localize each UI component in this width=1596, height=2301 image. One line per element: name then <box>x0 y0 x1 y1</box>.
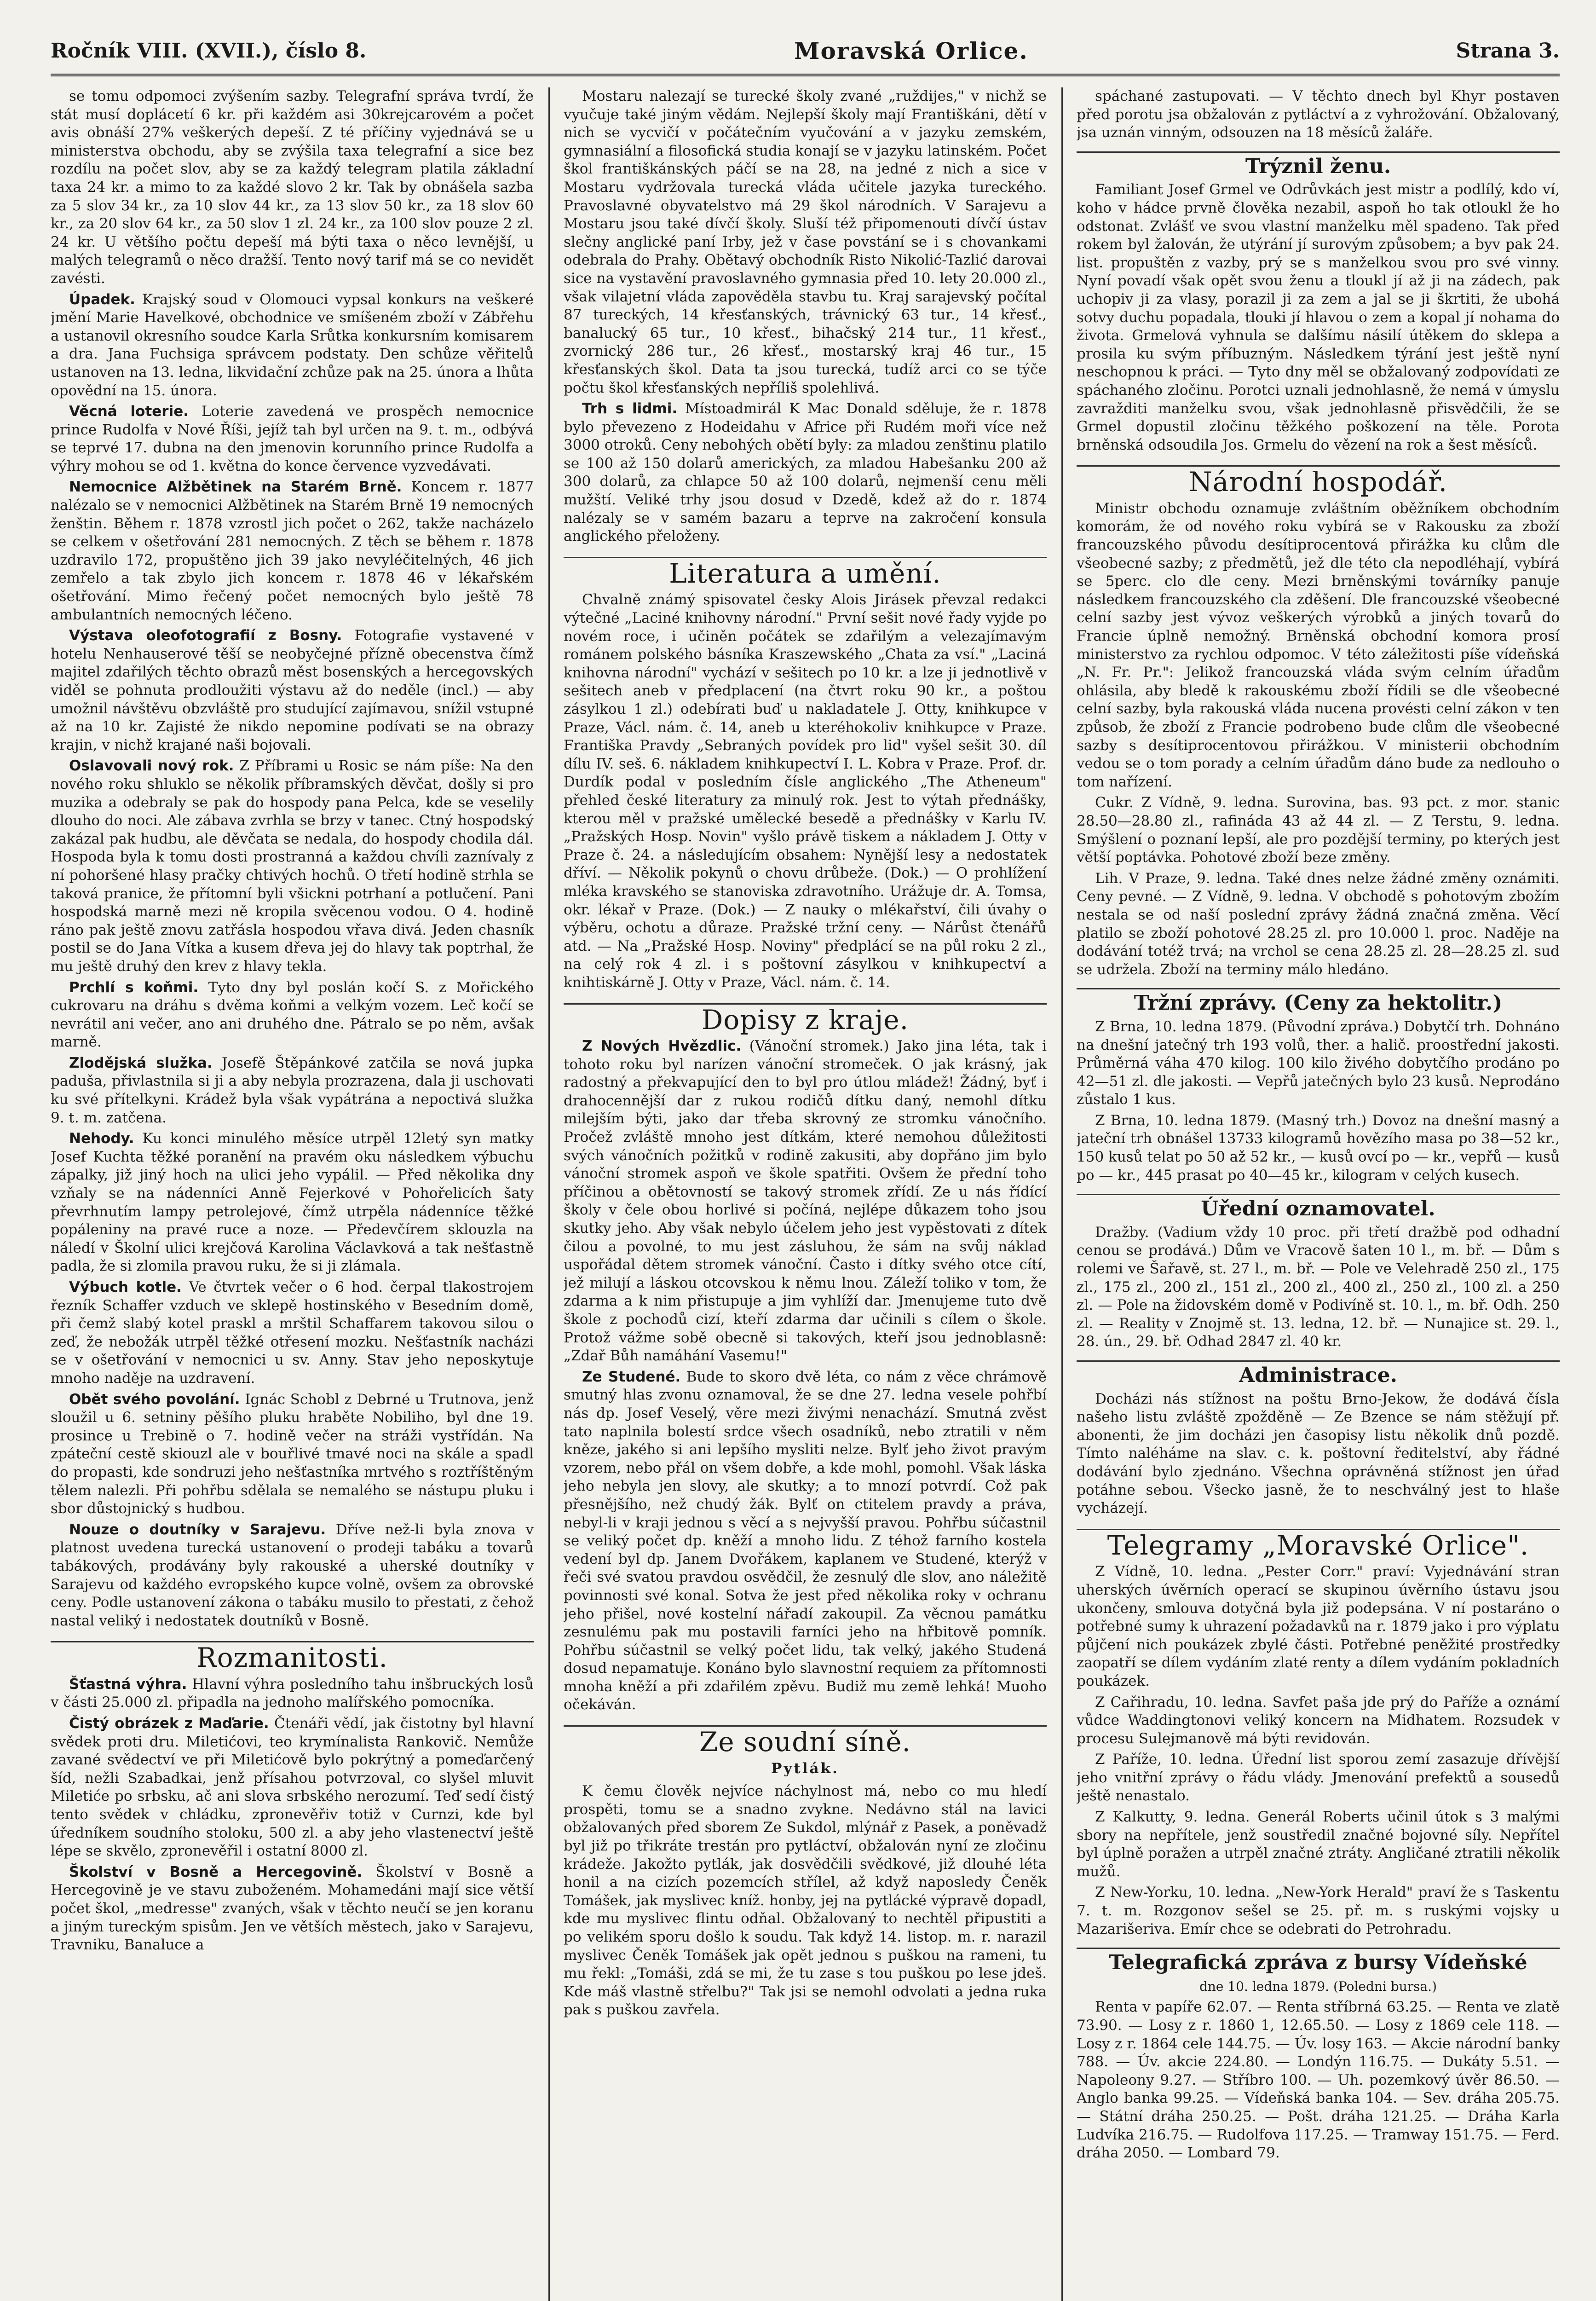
article-vyhra <box>51 1676 534 1712</box>
section-heading: Telegramy „Moravské Orlice". <box>1077 1529 1560 1555</box>
article-text: Z Brna, 10. ledna 1879. (Masný trh.) Dovoz na dnešní masný a jateční trh obnášel 13733 kilogramů hovězího masa po 38—52 kr., 150 kusů telat po 50 až 52 kr., — kusů ovcí po — kr., vepřů — kusů po — kr., 445 prasat po 40—45 kr., kilogram v celých kusech. <box>1077 1112 1560 1184</box>
article-text: Dražby. (Vadium vždy 10 proc. při třetí dražbě pod odhadní cenou se prodává.) Dům ve Vracově šaten 10 l., m. bř. — Dům s rolemi ve Šařavě, st. 27 l., m. bř. — Pole ve Velehradě 250 zl., 175 zl., 175 zl., 200 zl., 151 zl., 200 zl., 400 zl., 250 zl., 100 zl. a 250 zl. — Pole na židovském domě v Podivíně st. 10. l., m. bř. Odh. 250 zl. — Reality v Znojmě st. 13. ledna, 12. bř. — Nunajice st. 29. l., 28. ún., 29. bř. Odhad 2847 zl. 40 kr. <box>1077 1224 1560 1350</box>
article-text: Loterie zavedená ve prospěch nemocnice prince Rudolfa v Nové Říši, jejíž tah byl určen na 9. t. m., odbývá se teprvé 17. dubna na den jmenovin korunního prince Rudolfa a výhry mohou se od 1. května do konce července vyzvedávati. <box>51 403 534 474</box>
column-1 <box>51 87 534 2301</box>
section-heading: Trýznil ženu. <box>1077 151 1560 176</box>
article-text: Z Cařihradu, 10. ledna. Savfet paša jde prý do Paříže a oznámí vůdce Waddingtonovi veliký koncern na Midhatem. Rozsudek v procesu Sulejmanově má býti revidován. <box>1077 1694 1560 1747</box>
article-text: Josefě Štěpánkové zatčila se nová jupka paduša, přivlastnila si ji a aby nebyla prozrazena, dala ji uschovati ku své přítelkyni. Krádež byla však vypátrána a nepoctivá služka 9. t. m. zatčena. <box>51 1054 534 1126</box>
article-heading: Nemocnice Alžbětinek na Starém Brně. <box>69 479 402 496</box>
column-divider <box>548 87 550 2301</box>
article-trh <box>564 400 1047 546</box>
section-heading: Rozmanitosti. <box>51 1641 534 1667</box>
article-studene <box>564 1368 1047 1714</box>
section-heading: Národní hospodář. <box>1077 465 1560 491</box>
article-text: Koncem r. 1877 nalézalo se v nemocnici Alžbětinek na Starém Brně 19 nemocných ženštin. Během r. 1878 vzrostl jich počet o 262, takže nacházelo se celkem v ošetřování 281 nemocných. Z těch se během r. 1878 uzdravilo 172, propuštěno jich 39 jako nevyléčitelných, 46 jich zemřelo a tak zbylo jich koncem r. 1878 46 v lékařském ošetřování. Mimo řečený počet nemocných bylo ještě 78 ambulantních nemocných léčeno. <box>51 479 534 623</box>
newspaper-title: Moravská Orlice. <box>794 37 1028 64</box>
article-heading: Ze Studené. <box>582 1368 681 1385</box>
article-text: Z New-Yorku, 10. ledna. „New-York Herald" praví že s Taskentu 7. t. m. Rozgonov sešel se 25. př. m. s ruskými vojsky u Mazarišeriva. Emír chce se odebrati do Petrohradu. <box>1077 1884 1560 1937</box>
article-heading: Prchlí s koňmi. <box>69 979 199 996</box>
article-heading: Obět svého povolání. <box>69 1391 240 1408</box>
article-text: Ignác Schobl z Debrné u Trutnova, jenž sloužil u 6. setniny pěšího pluku hraběte Nobiliho, byl dne 19. prosince u Trebině o 7. hodině večer na stráži vystřídán. Na zpáteční cestě skiouzl ale v bouřlivé tmavé noci na skále a spadl do propasti, kde sondruzi jeho nešťastníka mrtvého s roztříštěným tělem nalezli. Při pohřbu sdělala se nemalého se nástupu pluku i sbor důstojnický s hudbou. <box>51 1391 534 1517</box>
section-heading: Administrace. <box>1077 1360 1560 1385</box>
masthead <box>51 28 1560 76</box>
article-heading: Věcná loterie. <box>69 403 189 420</box>
article-heading: Úpadek. <box>69 291 135 308</box>
dateline: dne 10. ledna 1879. (Poledni bursa.) <box>1199 1978 1437 1994</box>
article-text: Z Příbrami u Rosic se nám píše: Na den nového roku shluklo se několik příbramských děvčat, došly si pro muzika a odebraly se pak do hospody pana Pelca, kde se veselily dlouho do noci. Ale zábava zvrhla se brzy v tanec. Ctný hospodský zakázal pak hudbu, ale děvčata se nedala, do hospody chodila dál. Hospoda byla k tomu dosti prostranná a každou chvíli zaznívaly z ní pohoršené hlasy pračky chtivých hochů. O třetí hodině strhla se taková pranice, že přítomní byli všickni potrhaní a potlučení. Pani hospodská marně mezi ně kropila svěcenou vodou. O 4. hodině ráno pak ještě znovu zatřásla hospodou vřava divá. Jeden chasník postil se do Jana Vítka a kusem dřeva jej do hlavy tak poptrhal, že mu ještě druhý den krev z hlavy tekla. <box>51 757 534 975</box>
column-2 <box>564 87 1047 2301</box>
article-obrazek <box>51 1715 534 1861</box>
article-loterie <box>51 403 534 475</box>
article-text: Familiant Josef Grmel ve Odrůvkách jest mistr a podlílý, kdo ví, koho v hádce prvně člověka nezabil, aspoň ho tak otloukl že ho odstonat. Zvlášť ve svou vlastní manželku měl spadeno. Tak před rokem byl žalován, že utýrání jí surovým způsobem; a byv pak 24. list. propuštěn z vazby, prý se s manželkou svou pro své vinny. Nyní povadí však opět svou ženu a tloukl jí až ji na zádech, pak uchopiv ji za vlasy, porazil ji za zem a jal se ji škrtiti, že ubohá sotvy duchu popadala, tlouki jí hlavou o zem a kopal jí nohama do života. Grmelová vyhnula se dalšímu násilí útěkem do sklepa a prosila ku svým příbuzným. Následkem týrání jest ještě nyní neschopnou k práci. — Tyto dny měl se obžalovaný zodpovídati ze spáchaného zločinu. Porotci uznali jednohlasně, že nemá v úmyslu zavražditi manželku svou, však jednohlasně přisvědčili, že se Grmel dopustil zločinu těžkého poškození na těle. Porota brněnská odsoudila Jos. Grmelu do vězení na rok a šest měsíců. <box>1077 181 1560 453</box>
article-nehody <box>51 1130 534 1276</box>
article-heading: Výbuch kotle. <box>69 1279 182 1295</box>
article-text: Místoadmirál K Mac Donald sděluje, že r. 1878 bylo převezeno z Hodeidahu v Africe při Rudém moři více než 3000 otroků. Ceny nebohých obětí byly: za mladou zenštinu platilo se 100 až 150 dolarů amerických, za mladou Habešanku 200 až 300 dolarů, za chlapce 50 až 100 dolarů, nejmenší cenu měli mužští. Veliké trhy jsou dosud v Dzedě, kdež až do r. 1874 nalézaly se v samém bazaru a teprve na zakročení konsula anglického přeloženy. <box>564 400 1047 545</box>
article-heading: Šťastná výhra. <box>69 1676 187 1693</box>
article-text: Ku konci minulého měsíce utrpěl 12letý syn matky Josef Kuchta těžké poranění na pravém oku následkem výbuchu zápalky, již jiný hoch na ulici jeho vypálil. — Před několika dny vzňaly se na nádenníci Anně Fejerkové v Pohořelicích šaty převrhnutím lampy petrolejové, čímž utrpěla nádenníce těžké popáleniny na pravé ruce a noze. — Předevčírem sklouzla na náledí v Školní ulici krejčová Karolina Václavková a tak nešťastně padla, že si zlomila pravou ruku, že si ji zlámala. <box>51 1130 534 1275</box>
article-text: Lih. V Praze, 9. ledna. Také dnes nelze žádné změny oznámiti. Ceny pevné. — Z Vídně, 9. ledna. V obchodě s pohotovým zbožím nestala se od naší poslední zprávy žádná značná změna. Věcí platilo se zboží pohotové 28.25 zl. pro 10.000 l. proc. Naděje na dodávání totéž trvá; na vrchol se cena 28.25 zl. 28—28.25 zl. sud se udržela. Zboží na terminy málo hledáno. <box>1077 870 1560 978</box>
article-heading: Oslavovali nový rok. <box>69 757 234 775</box>
article-text: Cukr. Z Vídně, 9. ledna. Surovina, bas. 93 pct. z mor. stanic 28.50—28.80 zl., rafináda 43 až 44 zl. — Z Terstu, 9. ledna. Smýšlení o poznaní lepší, ale pro pozdější terminy, po kterých jest větší poptávka. Pohotové zboží beze změny. <box>1077 794 1560 866</box>
volume-label: Ročník VIII. (XVII.), číslo 8. <box>51 39 367 63</box>
article-obet <box>51 1391 534 1518</box>
article-text: Dříve než-li byla znova v platnost uvedena turecká ustanovení o prodeji tabáku a tovarů tabákových, prodávány byly rakouské a uherské doutníky v Sarajevu od každého evropského kupce volně, ovšem za obrovské ceny. Podle ustanovení zákona o tabáku musilo to přestati, z čehož nastal veliký i nedostatek doutníků v Bosně. <box>51 1521 534 1629</box>
article-heading: Pytlák. <box>771 1760 839 1777</box>
article-text: (Vánoční stromek.) Jako jina léta, tak i tohoto roku byl narízen vánoční stromeček. O jak krásný, jak radostný a překvapující den to byl pro útlou mládež! Žádný, byť i drahocennější dar z rukou rodičů dítku daný, nemohl dítku milejším býti, jako dar třeba skrovný ze stromku vánočního. Pročež zvláště mnoho jest dítkám, které nemohou důležitosti svých vánočních požitků v rodině zakusiti, aby dopřáno jim bylo vánoční stromek aspoň ve škole spatřiti. Ovšem že přední toho příčinou a obětovností se takový stromek zřídí. Ze u nás řídící školy v čele obou horlivé si počíná, nejlépe důkazem toho jsou skutky jeho. Aby však nebylo účelem jeho jest vypěstovati z dítek čilou a povolné, to mu jest zásluhou, že sám na svůj náklad uspořádal dětem stromek vánoční. Často i dítky svého otce cítí, jež milují a láskou otcovskou k němu lnou. Záleží toliko v tom, že zdarma a k nim přistupuje a jim vyhlíží dar. Jmenujeme tuto dvě škole z pochodů cizí, kteří zdarma dar učinili s cílem o škole. Protož vážme sobě obecně si takových, kteří jsou jednoblasně: „Zdař Bůh namáhání Vasemu!" <box>564 1038 1047 1364</box>
article-hvezdlic <box>564 1037 1047 1365</box>
article-upadek <box>51 291 534 400</box>
article-text: Renta v papíře 62.07. — Renta stříbrná 63.25. — Renta ve zlatě 73.90. — Losy z r. 1860 1, 12.65.50. — Losy z 1869 cele 118. — Losy z r. 1864 cele 144.75. — Úv. losy 163. — Akcie národní banky 788. — Úv. akcie 224.80. — Londýn 116.75. — Dukáty 5.51. — Napoleony 9.27. — Stříbro 100. — Uh. pozemkový úvěr 86.50. — Anglo banka 99.25. — Vídeňská banka 104. — Sev. dráha 205.75. — Státní dráha 250.25. — Pošt. dráha 121.25. — Dráha Karla Ludvíka 216.75. — Rudolfova 117.25. — Tramway 151.75. — Ferd. dráha 2050. — Lombard 79. <box>1077 1999 1560 2162</box>
article-text: Ve čtvrtek večer o 6 hod. čerpal tlakostrojem řezník Schaffer vzduch ve sklepě hostinského v Besedním domě, při čemž slabý kotel praskl a mrštil Schaffarem takovou silou o zeď, že nebožák utrpěl těžké otřesení mozku. Nešťastník nacházi se v ošetřování v nemocnici u sv. Anny. Stav jeho neposkytuje mnoho naděje na uzdravení. <box>51 1279 534 1387</box>
article-heading: Z Nových Hvězdlic. <box>582 1038 742 1055</box>
article-text: Z Brna, 10. ledna 1879. (Původní zpráva.) Dobytčí trh. Dohnáno na dnešní jatečný trh 193 volů, ther. a halič. proostřední jakosti. Průměrná váha 470 kilog. 100 kilo živého dobytčího prodáno po 42—51 zl. dle jakosti. — Vepřů jatečných bylo 23 kusů. Neprodáno zůstalo 1 kus. <box>1077 1018 1560 1108</box>
article-text: Chvalně známý spisovatel česky Alois Jirásek převzal redakci výtečné „Laciné knihovny národní." První sešit nové řady vyjde po novém roce, i učiněn počátek se zdařilým a velezajímavým románem polského básníka Kraszewského „Chata za vsí." „Laciná knihovna národní" vychází v sešitech po 10 kr. a lze ji jednotlivě v sešitech aneb v předplacení (na čtvrt roku 90 kr., a poštou zásylkou 1 zl.) odebírati buď u nakladatele J. Otty, knihkupce v Praze, Václ. nám. č. 14, aneb u kteréhokoliv knihkupce v Praze. Františka Pravdy „Sebraných povídek pro lid" vyšel sešit 30. díl dílu IV. seš. 6. nákladem knihkupectví I. L. Kobra v Praze. Prof. dr. Durdík podal v posledním čísle anglického „The Atheneum" přehled české literatury za minulý rok. Jest to výtah přednášky, kterou měl v pražské umělecké besedě a přednášky v Karlu IV. „Pražských Hosp. Novin" vyšlo právě tiskem a nákladem J. Otty v Praze č. 24. a následujícím obsahem: Nynější lesy a nedostatek dříví. — Několik pokynů o chovu drůbeže. (Dok.) — O prohlížení mléka kravského se stanoviska zdravotního. Urážuje dr. A. Tomsa, okr. lékař v Praze. (Dok.) — Z nauky o mlékařství, čili úvahy o výběru, ochotu a důraze. Pražské tržní ceny. — Nárůst čtenářů atd. — Na „Pražské Hosp. Noviny" předplácí se na půl roku 2 zl., na celý rok 4 zl. i s poštovní zásylkou v knihkupectví a knihtiskárně J. Otty v Praze, Václ. nám. č. 14. <box>564 591 1047 991</box>
article-text: Z Paříže, 10. ledna. Úřední list sporou zemí zasazuje dřívější jeho vnitřní zprávy o řádu vlády. Jmenování prefektů a sousedů ještě nenastalo. <box>1077 1751 1560 1804</box>
column-3 <box>1077 87 1560 2301</box>
article-heading: Čistý obrázek z Maďarie. <box>69 1715 269 1732</box>
article-text: Školství v Bosně a Hercegovině je ve stavu zuboženém. Mohamedáni mají sice větší počet škol, „medresse" zvaných, však v těchto neučí se jen koranu a jiným tureckým spisům. Jen ve větších městech, jako v Sarajevu, Travniku, Banaluce a <box>51 1863 534 1954</box>
article-text: K čemu člověk nejvíce náchylnost má, nebo co mu hledí prospěti, tomu se a snadno zvykne. Nedávno stál na lavici obžalovaných před sborem Ze Sukdol, mlýnář z Pasek, a poněvadž byl již po třikráte trestán pro pytláctví, obžalován nyní ze zločinu krádeže. Jakožto pytlák, jak dosvědčili svědkové, již dlouhé léta honil a na cizích pozemcích střílel, až když naposledy Čeněk Tomášek, jak myslivec kníž. honby, jej na pytlácké výpravě dopadl, kde mu myslivec flintu odňal. Obžalovaný to nechtěl připustiti a po velikém sporu došlo k soudu. Tak když 14. listop. m. r. narazil myslivec Čeněk Tomášek jak opět jednou s puškou na rameni, tu mu řekl: „Tomáši, zdá se mi, že tu zase s tou puškou po lese jdeš. Kde máš vlastně střelbu?" Tak jsi se nemohl odvolati a jedna ruka pak s puškou zavřela. <box>564 1783 1047 2018</box>
article-text: Z Vídně, 10. ledna. „Pester Corr." praví: Vyjednávání stran uherských úvěrních operací se skupinou úvěrního ústavu jsou ukončeny, smlouva dotyčná byla již podepsána. V ní postaráno o potřebné sumy k uhrazení požadavků na r. 1879 jako i pro výplatu půjčení nich poukázek zbylé části. Potřebné peněžité prostředky zaopatří se dílem vydáním zlaté renty a dílem vydáním pokladních poukázek. <box>1077 1563 1560 1689</box>
section-heading: Ze soudní síně. <box>564 1725 1047 1752</box>
article-text: Z Kalkutty, 9. ledna. Generál Roberts učinil útok s 3 malými sbory na nepřítele, jenž soustředil značné bojovné síly. Nepřítel byl úplně poražen a utrpěl značné ztráty. Angličané ztratili několik mužů. <box>1077 1809 1560 1880</box>
article-kone <box>51 979 534 1052</box>
page-number: Strana 3. <box>1456 39 1560 63</box>
article-text: spáchané zastupovati. — V těchto dnech byl Khyr postaven před porotu jsa obžalován z pytláctví a z vyhrožování. Obžalovaný, jsa uznán vinným, odsouzen na 18 měsíců žaláře. <box>1077 88 1560 141</box>
article-text: Ministr obchodu oznamuje zvláštním oběžníkem obchodním komorám, že od nového roku vybírá se v Rakousku za zboží francouzského původu desítiprocentová přirážka ku clům dle všeobecné sazby; z předmětů, jež dle této cla nepodléhají, vybírá se 5perc. clo dle ceny. Mezi brněnskými továrníky panuje následkem francouzského cla zděšení. Dle francouzské všeobecné celní sazby jest vývoz veškerých výrobků a jiných tovarů do Francie úplně nemožný. Brněnská obchodní komora prosí ministerstvo za rychlou odpomoc. V této záležitosti píše vídeňská „N. Fr. Pr.": Jelikož francouzská vláda svým celním úřadům ohlásila, aby bledě k rakouskému zboží řídili se dle všeobecné celní sazby, byla rakouská vláda nucena provésti celní zákon v ten způsob, že zboží z Francie podrobeno bude clům dle všeobecné sazby s desítiprocentovou přirážkou. V ministerii obchodním vedou se o tom porady a celním úřadům dáno bude za nedlouho o tom nařízení. <box>1077 500 1560 790</box>
section-heading: Úřední oznamovatel. <box>1077 1194 1560 1218</box>
article-heading: Výstava oleofotografií z Bosny. <box>69 627 342 644</box>
article-text: Krajský soud v Olomouci vypsal konkurs na veškeré jmění Marie Havelkové, obchodnice ve smíšeném zboží v Zábřehu a ustanovil okresního soudce Karla Srůtka konkursním komisarem a dra. Jana Fuchsiga správcem podstaty. Den schůze věřitelů ustanoven na 13. ledna, likvidační zchůze pak na 25. února a lhůta opovědní na 15. února. <box>51 291 534 399</box>
section-heading: Tržní zprávy. (Ceny za hektolitr.) <box>1077 988 1560 1012</box>
article-vystava <box>51 627 534 754</box>
section-heading: Telegrafická zpráva z bursy Vídeňské <box>1077 1948 1560 1972</box>
article-text: Tyto dny byl poslán kočí S. z Mořického cukrovaru na dráhu s dvěma koňmi a velkým vozem. Leč kočí se nevrátil ani večer, ano ani druhého dne. Pátralo se po něm, avšak marně. <box>51 979 534 1051</box>
article-text: Fotografie vystavené v hotelu Nenhauserové těší se neobyčejné přízně obecenstva čímž majitel zdařilých těchto obrazů měst bosenských a hercegovských viděl se pohnuta prodloužiti výstavu až do neděle (incl.) — aby umožnil návštěvu obzvláště pro studující zajímavou, snížil vstupné až na 10 kr. Zajisté že nikdo nepomine podívati se na obrazy krajin, v nichž krajané naši bojovali. <box>51 627 534 753</box>
article-text: Bude to skoro dvě léta, co nám z věce chrámově smutný hlas zvonu oznamoval, že se dne 27. ledna vesele pohřbí nás dp. Josef Veselý, věre mezi živými nenachází. Smutná zvěst tato naplnila bolestí srdce všech osadníků, nebo ztratili v něm kněze, jakého si ani lepšího mysliti nelze. Bylť jeho život pravým vzorem, nebo přál on všem dobře, a kde mohl, pomohl. Však láska jeho nebyla jen slovy, ale skutky; a to mnozí potvrdí. Což pak přesnějšího, než chudý žák. Bylť on ctitelem pravdy a práva, nebyl-li v kraji jednou s věcí a s nejvyšší pravou. Pohřbu súčastnil se veliký počet dp. kněží a mnoho lidu. Z téhož farního kostela vedení byl dp. Janem Dvořákem, kaplanem ve Studené, kterýž v řeči své svatou pravdou osvědčil, že zesnulý dle slov, ano náležitě povinnosti své konal. Sotva že jest před několika roky v ochranu jeho přišel, nové kostelní nářadí zakoupil. Za věcnou památku zesnulému pak mu postavili farníci jeho na hřbitově pomník. Pohřbu súčastnil se velký počet lidu, tak velký, jakého Studená dosud nepamatuje. Konáno bylo slavnostní requiem za přítomnosti mnoha kněží a při zdařilém zpěvu. Budiž mu země lehká! Muoho očekáván. <box>564 1368 1047 1713</box>
article-text: Čtenáři vědí, jak čistotny byl hlavní svědek proti dru. Miletićovi, teo krymínalista Rankovič. Nemůže zavané svědectví ve při Miletićově bylo pokrýtný a pomeďarčený šíd, nežli Szabadkai, jenž přísahou potvrzoval, co slyšel mluvit Miletiće po srbsku, ač ani slova srbského nerozumí. Teď sedí čistý tento svědek v chládku, zpronevěřiv totiž v Curnzi, kde byl úředníkem soudního stoloku, 500 zl. a aby jeho vlastenectví ještě lépe se skvělo, zpronevěřil i ostatní 8000 zl. <box>51 1715 534 1860</box>
section-heading: Dopisy z kraje. <box>564 1003 1047 1029</box>
article-text: se tomu odpomoci zvýšením sazby. Telegrafní správa tvrdí, že stát musí doplácetí 6 kr. při každém asi 30krejcarovém a počet avis obnáší 27% veškerých depeší. Z té příčiny vyjednává se u ministerstva obchodu, aby se zvýšila taxa telegrafní a sice bez rozdílu na počet slov, aby se za každý telegram platila základní taxa 24 kr. a mimo to za každé slovo 2 kr. Tak by obnášela sazba za 5 slov 34 kr., za 10 slov 44 kr., za 13 slov 50 kr., za 18 slov 60 kr., za 20 slov 64 kr., za 50 slov 1 zl. 24 kr., za 100 slov pouze 2 zl. 24 kr. U většího počtu depeší má býti taxa o něco levnější, u malých telegramů o něco dražší. Tento nový tarif má se co nevidět zavésti. <box>51 88 534 287</box>
article-heading: Zlodějská služka. <box>69 1054 213 1071</box>
column-divider <box>1061 87 1063 2301</box>
article-nemocnice <box>51 478 534 624</box>
section-heading: Literatura a umění. <box>564 557 1047 583</box>
article-text: Mostaru nalezají se turecké školy zvané „ruždijes," v nichž se vyučuje také jiným vědám. Nejlepší školy mají Františkáni, dětí v nich se vycvičí v počátečním vyučování a v jazyku zemském, gymnasiální a filosofická studia konají se v jazyku latinském. Počet škol františkánských páčí se na 28, na jedné z nich a sice v Mostaru vydržovala turecká vláda učitele jazyka tureckého. Pravoslavné obyvatelstvo má 29 škol národních. V Sarajevu a Mostaru jsou také dívčí školy. Sluší též připomenouti dívčí ústav slečny anglické paní Irby, jež v čase povstání se i s chovankami odebrala do Prahy. Obětavý obchodník Risto Nikolić-Tazlić darovai sice na vystavění pravoslavného gymnasia před 10. lety 20.000 zl., však vilajetní vláda zapověděla stavbu tu. Kraj sarajevský počítal 87 tureckých, 14 křesťanských, trávnický 63 tur., 14 křesť., banalucký 65 tur., 10 křesť., bihačský 214 tur., 11 křesť., zvornický 286 tur., 26 křesť., mostarský kraj 46 tur., 15 křesťanských škol. Data ta jsou turecká, tudíž arci co se týče počtu škol křesťanských nepříliš spolehlivá. <box>564 88 1047 396</box>
article-heading: Nouze o doutníky v Sarajevu. <box>69 1521 326 1538</box>
article-text: Docházi nás stížnost na poštu Brno-Jekow, že dodává čísla našeho listu zvláště zpožděně — Ze Bzence se nám stěžují př. abonenti, že jim docházi jen časopisy listu několik dnů pozdě. Tímto naléháme na slav. c. k. poštovní ředitelství, aby řádné dodávání bylo zjednáno. Všechna oprávněná stížnost jen úřad potáhne sebou. Všecko jasně, že to neschválný jest to hlaše vycházejí. <box>1077 1390 1560 1517</box>
article-rok <box>51 757 534 976</box>
article-skolstvi <box>51 1863 534 1954</box>
article-heading: Trh s lidmi. <box>582 400 678 417</box>
newspaper-page <box>51 0 1560 2301</box>
article-heading: Školství v Bosně a Hercegovině. <box>69 1863 363 1880</box>
article-kotel <box>51 1278 534 1388</box>
article-doutniky <box>51 1521 534 1630</box>
article-sluzka <box>51 1054 534 1127</box>
article-heading: Nehody. <box>69 1130 134 1147</box>
article-text: Hlavní výhra posledního tahu inšbruckých losů v části 25.000 zl. připadla na jednoho malířského pomocníka. <box>51 1676 534 1711</box>
